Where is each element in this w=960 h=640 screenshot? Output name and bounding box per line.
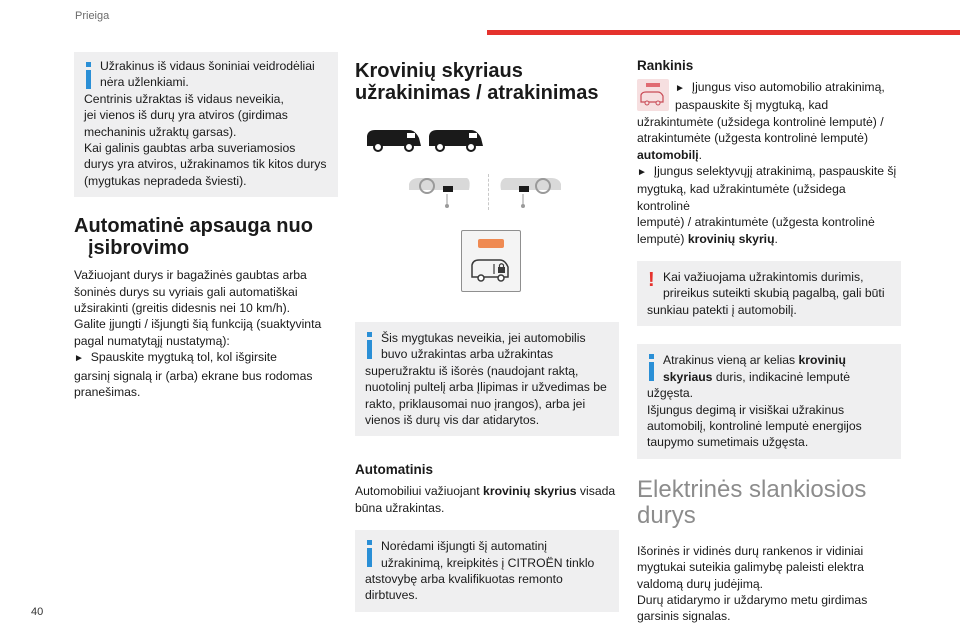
body-line: Važiuojant durys ir bagažinės gaubtas arba [74, 268, 307, 283]
cargo-lock-button-icon [637, 79, 669, 111]
section-title-line: Krovinių skyriaus [355, 60, 523, 82]
column-3 [637, 58, 901, 625]
info-box-disable-auto [355, 530, 619, 612]
section-title-line: Elektrinės slankiosios [637, 475, 867, 503]
section-title-line: durys [637, 501, 696, 529]
warning-line: Kai važiuojama užrakintomis durimis, [663, 270, 864, 285]
info-line: Atrakinus vieną ar kelias krovinių [663, 353, 846, 368]
info-icon [86, 62, 91, 90]
van-short-icon [365, 126, 423, 152]
info-line: Išjungus degimą ir visiškai užrakinus [647, 402, 845, 417]
info-line: nėra užlenkiami. [100, 75, 189, 90]
warning-icon: ! [648, 269, 655, 292]
info-line: Kai galinis gaubtas arba suveriamosios [84, 141, 296, 156]
body-line: lemputė) / atrakintumėte (užgesta kontrolinė [637, 215, 875, 230]
cargo-lock-illustration [355, 112, 619, 292]
column-2 [355, 60, 619, 630]
info-line: nuotolinį pultelį arba Įlipimas ir užvedimas be [365, 380, 607, 395]
body-line: mygtuką, kad užrakintumėte (užsidega kontrolinė [637, 182, 846, 213]
body-line: garsinį signalą ir (arba) ekrane bus rodomas [74, 368, 313, 383]
body-line: Išorinės ir vidinės durų rankenos ir vidiniai [637, 543, 864, 558]
header-title: Prieiga [75, 10, 110, 22]
warning-box [637, 261, 901, 326]
info-line: vienos iš durų vis dar atidarytos. [365, 413, 540, 428]
body-line: Galite įjungti / išjungti šią funkciją (suaktyvinta [74, 317, 322, 332]
info-line: dirbtuves. [365, 588, 418, 603]
info-line: jei vienos iš durų yra atviros (girdimas [84, 108, 288, 123]
van-long-icon [427, 126, 485, 152]
page-number: 40 [31, 606, 44, 618]
info-icon [367, 332, 372, 360]
info-line: Norėdami išjungti šį automatinį [381, 539, 547, 554]
body-line: šoninės durys su vyriais gali automatiškai [74, 284, 298, 299]
arrow-step: ► Įjungus selektyvųjį atrakinimą, paspauskite šį [637, 164, 897, 179]
warning-line: prireikus suteikti skubią pagalbą, gali būti [663, 286, 885, 301]
column-1 [74, 52, 338, 401]
info-box-mirrors [74, 52, 338, 197]
subheading-automatic: Automatinis [355, 462, 434, 478]
divider [488, 174, 489, 210]
indicator-led [478, 239, 504, 248]
dashboard-left-icon [407, 176, 473, 212]
info-line: superužraktu iš išorės (naudojant raktą, [365, 363, 579, 378]
info-line: Centrinis užraktas iš vidaus neveikia, [84, 91, 284, 106]
info-box-indicator [637, 344, 901, 458]
info-line: buvo užrakintas arba užrakintas [381, 347, 554, 362]
arrow-bullet-icon: ► [74, 353, 84, 365]
body-line: užrakintumėte (užsidega kontrolinė lemputė) / [637, 114, 884, 129]
anti-intrusion-body [74, 267, 338, 400]
body-line: automobilį. [637, 147, 703, 162]
body-line: užsirakinti (greitis didesnis nei 10 km/h). [74, 301, 291, 316]
section-title-anti-intrusion [74, 215, 338, 259]
info-line: Užrakinus iš vidaus šoniniai veidrodėliai [100, 59, 315, 73]
cargo-lock-button-illustration [461, 230, 521, 292]
body-line: lemputė) krovinių skyrių. [637, 231, 778, 246]
warning-line: sunkiau patekti į automobilį. [647, 302, 797, 317]
body-line: būna užrakintas. [355, 500, 445, 515]
header-accent-bar [487, 30, 960, 35]
body-line: valdomą durų judėjimą. [637, 576, 764, 591]
dashboard-right-icon [497, 176, 563, 212]
info-line: taupymo sumetimais užgęsta. [647, 435, 809, 450]
info-line: skyriaus duris, indikacinė lemputė [663, 369, 850, 384]
arrow-step: ► Spauskite mygtuką tol, kol išgirsite [74, 350, 277, 365]
body-line: mygtukai suteikia galimybę paleisti elektra [637, 560, 864, 575]
sliding-doors-body [637, 543, 901, 625]
section-title-line: Automatinė apsauga nuo [74, 215, 313, 238]
body-line: Durų atidarymo ir uždarymo metu girdimas [637, 592, 868, 607]
subheading-manual: Rankinis [637, 58, 694, 73]
body-line: garsinis signalas. [637, 609, 731, 624]
info-line: automobilį, kontrolinė lemputė energijos [647, 418, 862, 433]
info-line: durys yra atviros, užrakinamos tik kitos durys [84, 157, 327, 172]
manual-body [637, 79, 901, 247]
info-icon [649, 354, 654, 382]
info-line: užrakinimą, kreipkitės į CITROËN tinklo [381, 555, 595, 570]
info-line: mechaninis užraktų garsas). [84, 124, 237, 139]
section-title-line: įsibrovimo [88, 237, 190, 260]
van-lock-icon [470, 257, 514, 283]
body-line: pagal numatytąjį nustatymą): [74, 333, 230, 348]
body-line: Automobiliui važiuojant krovinių skyrius visada [355, 484, 616, 499]
section-title-line: užrakinimas / atrakinimas [355, 82, 599, 104]
automatic-body [355, 483, 619, 516]
section-title-sliding-doors [637, 477, 901, 529]
arrow-step: ► Įjungus viso automobilio atrakinimą, [675, 80, 885, 94]
info-line: užgęsta. [647, 386, 694, 401]
info-line: atstovybę arba kvalifikuotas remonto [365, 572, 563, 587]
body-line: atrakintumėte (užgesta kontrolinė lemputė) [637, 131, 869, 146]
info-icon [367, 540, 372, 568]
info-box-button-inactive [355, 322, 619, 436]
section-title-cargo-locking [355, 60, 619, 104]
info-line: (mygtukas nepradeda šviesti). [84, 173, 247, 188]
info-line: Šis mygtukas neveikia, jei automobilis [381, 331, 586, 345]
info-line: rakto, priklausomai nuo įrangos), arba jei [365, 396, 586, 411]
body-line: pranešimas. [74, 385, 141, 400]
body-line: paspauskite šį mygtuką, kad [675, 98, 829, 113]
